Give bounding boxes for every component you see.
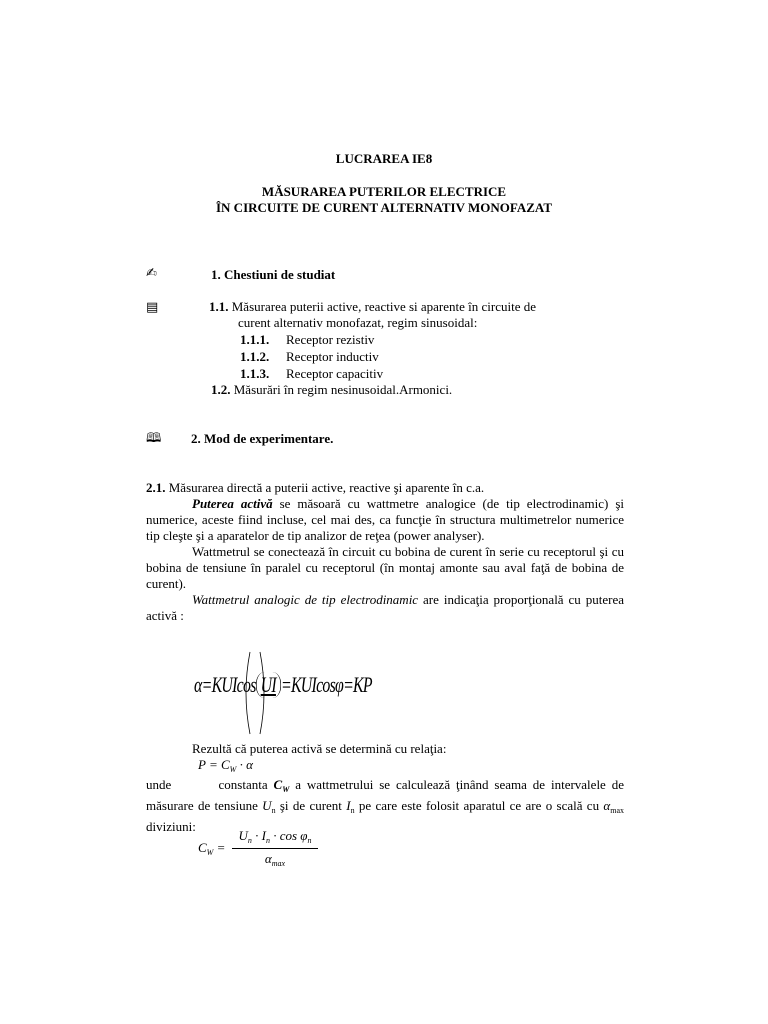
term-analog-wattmeter: Wattmetrul analogic de tip electrodinamic [192,592,419,607]
paragraph-text: Măsurarea directă a puterii active, reactive şi aparente în c.a. [168,480,485,495]
section2-body [146,480,624,624]
section2-heading: 2. Mod de experimentare. [191,431,334,446]
formula-fraction-bar [232,848,318,849]
item-1-1-1 [240,332,374,348]
item-num: 1.1.2. [240,349,270,364]
item-num: 1.1.1. [240,332,270,347]
paragraph-active-power [146,496,624,544]
paragraph-text: are indicaţia proporţională cu puterea activă : [146,592,624,623]
paragraph-num: 2.1. [146,480,166,495]
item-1-2-num: 1.2. [211,382,231,397]
book-icon: 🕮 [146,431,162,446]
item-1-1 [209,299,536,315]
item-1-1-2 [240,349,379,365]
formula-constant-lhs: $C_W$ = [198,840,226,857]
formula-constant-numerator: $U_n \cdot I_n \cdot \cos \varphi_n$ [238,828,312,845]
item-num: 1.1.3. [240,366,270,381]
notes-icon: ▤ [146,300,159,315]
formula-alpha [194,672,372,698]
item-1-2-text: Măsurări în regim nesinusoidal.Armonici. [233,382,453,397]
formula-right: =KUIcosφ=KP [280,672,372,697]
formula-mid: UI [256,672,281,698]
paragraph-analog-wattmeter [146,592,624,624]
paragraph-constant: unde constanta $C_W$ a wattmetrului se calculează ţinând seama de intervalele de măsurare de tensiune $U_n$ şi de curent $I_n$ pe care este folosit aparatul ce are o scală cu $\alpha_{max}$ diviziuni: [146,777,624,834]
item-1-2 [211,382,452,398]
paragraph-2-1 [146,480,624,496]
term-active-power: Puterea activă [192,496,273,511]
formula-power: $P = C_W \cdot \alpha$ [198,757,253,774]
formula-left: α=KUIcos [194,672,256,697]
item-1-1-text: Măsurarea puterii active, reactive si aparente în circuite de [231,299,537,314]
document-subtitle-line1: MĂSURAREA PUTERILOR ELECTRICE [261,184,507,199]
document-subtitle-line2: ÎN CIRCUITE DE CURENT ALTERNATIV MONOFAZAT [215,200,552,215]
formula-constant-denominator: $\alpha_{max}$ [264,851,286,868]
section1-heading: 1. Chestiuni de studiat [211,267,336,282]
paragraph-wattmeter-connection: Wattmetrul se conectează în circuit cu bobina de curent în serie cu receptorul şi cu bobina de tensiune în paralel cu receptorul (în montaj amonte sau aval faţă de bobina de curent). [146,544,624,591]
document-title: LUCRAREA IE8 [335,151,433,166]
item-text: Receptor capacitiv [286,366,384,381]
item-1-1-num: 1.1. [209,299,229,314]
item-text: Receptor rezistiv [286,332,375,347]
paragraph-result: Rezultă că puterea activă se determină cu relaţia: [192,741,447,756]
paragraph-text: se măsoară cu wattmetre analogice (de tip electrodinamic) şi numerice, aceste fiind incluse, cel mai des, ca funcţie în structura multimetrelor numerice tip cleşte şi a aparatelor de tip analizor de reţea (power analyser). [146,496,624,543]
item-text: Receptor inductiv [286,349,379,364]
item-1-1-text-cont: curent alternativ monofazat, regim sinusoidal: [238,315,478,330]
formula-bracket [240,648,270,738]
item-1-1-3 [240,366,383,382]
pen-icon: ✍ [146,266,157,281]
